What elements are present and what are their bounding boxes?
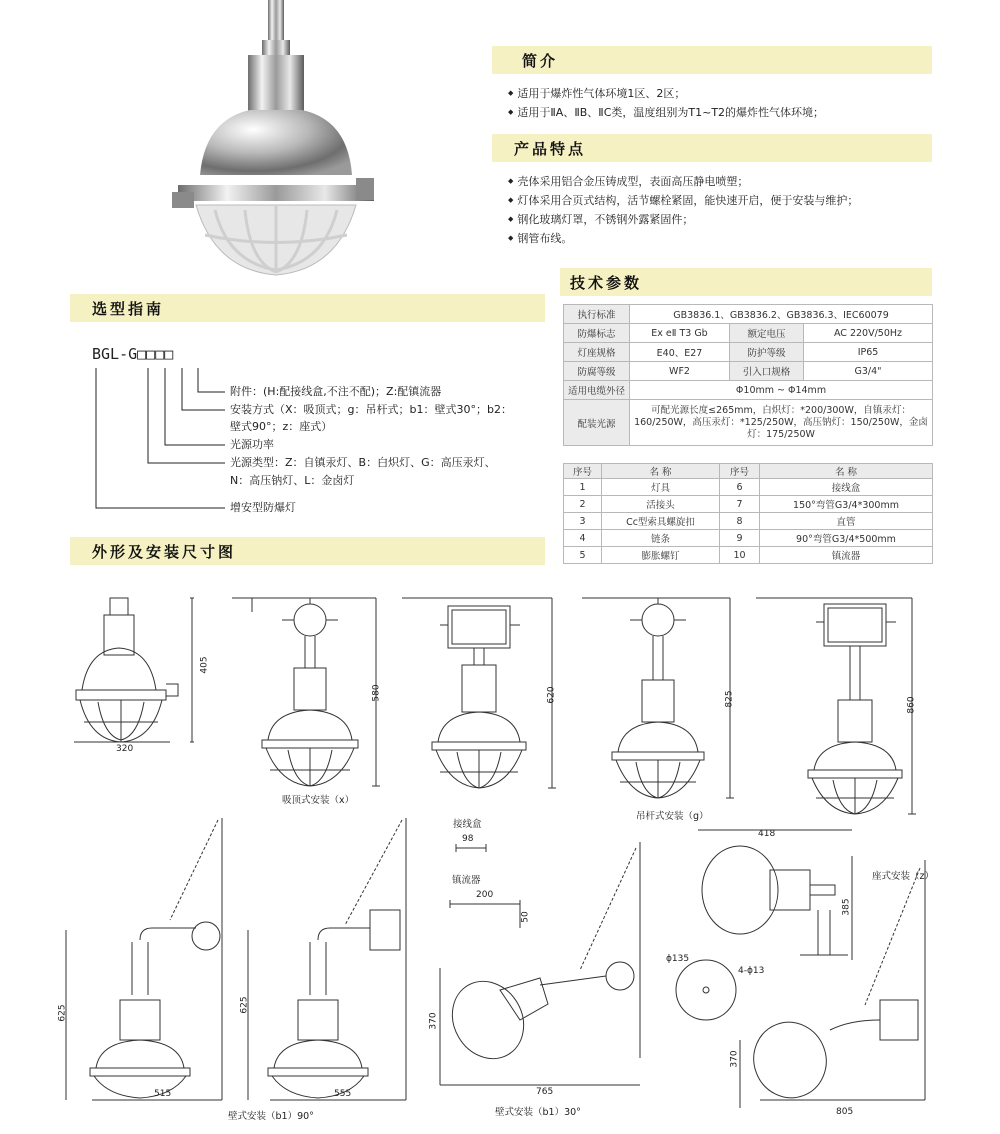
tech-value: GB3836.1、GB3836.2、GB3836.3、IEC60079 bbox=[630, 305, 933, 324]
parts-cell: 150°弯管G3/4*300mm bbox=[760, 496, 933, 513]
intro-title: 简介 bbox=[522, 52, 559, 70]
dim-label: 418 bbox=[758, 829, 776, 839]
dim-label: 385 bbox=[841, 898, 852, 916]
parts-header: 名 称 bbox=[760, 464, 933, 479]
feature-item: ◆ 钢化玻璃灯罩，不锈钢外露紧固件； bbox=[508, 210, 858, 229]
dim-label: 320 bbox=[116, 744, 134, 754]
dim-label: 370 bbox=[729, 1050, 740, 1068]
tech-key: 引入口规格 bbox=[730, 362, 804, 381]
dim-label: 805 bbox=[836, 1107, 854, 1117]
parts-cell: 链条 bbox=[602, 530, 720, 547]
caption-seat: 座式安装（z） bbox=[872, 871, 934, 882]
model-line-mount-2: 壁式90°；z：座式） bbox=[230, 420, 333, 433]
feature-item: ◆ 壳体采用铝合金压铸成型，表面高压静电喷塑； bbox=[508, 172, 858, 191]
dim-label: 765 bbox=[536, 1087, 554, 1097]
dim-label: 620 bbox=[546, 686, 557, 704]
parts-header: 名 称 bbox=[602, 464, 720, 479]
model-line-mount: 安装方式（X：吸顶式；g：吊杆式；b1：壁式30°；b2： bbox=[230, 403, 512, 416]
model-line-type: 增安型防爆灯 bbox=[230, 501, 296, 514]
parts-header: 序号 bbox=[720, 464, 760, 479]
caption-pendant: 吊杆式安装（g） bbox=[636, 811, 709, 822]
dim-label: 98 bbox=[462, 834, 474, 844]
parts-cell: 膨胀螺钉 bbox=[602, 547, 720, 564]
model-line-source: 光源类型：Z：自镇汞灯、B：白炽灯、G：高压汞灯、 bbox=[230, 456, 496, 469]
tech-value: IP65 bbox=[804, 343, 933, 362]
caption-wall90: 壁式安装（b1）90° bbox=[228, 1111, 314, 1122]
dim-label: 370 bbox=[428, 1012, 439, 1030]
parts-cell: 4 bbox=[564, 530, 602, 547]
tech-key: 防爆标志 bbox=[564, 324, 630, 343]
tech-key: 防护等级 bbox=[730, 343, 804, 362]
parts-cell: 直管 bbox=[760, 513, 933, 530]
intro-item: ◆ 适用于爆炸性气体环境1区、2区； bbox=[508, 84, 824, 103]
tech-key: 额定电压 bbox=[730, 324, 804, 343]
tech-value: AC 220V/50Hz bbox=[804, 324, 933, 343]
dim-label: 200 bbox=[476, 890, 494, 900]
dim-label: 580 bbox=[371, 684, 382, 702]
dim-label: 555 bbox=[334, 1089, 352, 1099]
dim-label: 405 bbox=[199, 656, 210, 674]
tech-value: Ex eⅡ T3 Gb bbox=[630, 324, 730, 343]
drawings-title: 外形及安装尺寸图 bbox=[92, 543, 237, 561]
parts-cell: 活接头 bbox=[602, 496, 720, 513]
parts-cell: 5 bbox=[564, 547, 602, 564]
caption-wall30: 壁式安装（b1）30° bbox=[495, 1107, 581, 1118]
model-line-accessory: 附件：(H:配接线盒,不注不配)；Z:配镇流器 bbox=[230, 385, 442, 398]
parts-header: 序号 bbox=[564, 464, 602, 479]
tech-key: 配装光源 bbox=[564, 400, 630, 446]
parts-cell: 3 bbox=[564, 513, 602, 530]
parts-cell: 9 bbox=[720, 530, 760, 547]
feature-item: ◆ 钢管布线。 bbox=[508, 229, 858, 248]
parts-cell: 1 bbox=[564, 479, 602, 496]
tech-key: 灯座规格 bbox=[564, 343, 630, 362]
dim-label: 50 bbox=[520, 911, 531, 923]
parts-cell: 接线盒 bbox=[760, 479, 933, 496]
tech-title: 技术参数 bbox=[570, 274, 643, 292]
parts-cell: 90°弯管G3/4*500mm bbox=[760, 530, 933, 547]
tech-key: 适用电缆外径 bbox=[564, 381, 630, 400]
parts-cell: 8 bbox=[720, 513, 760, 530]
model-code: BGL-G□□□□ bbox=[92, 345, 174, 363]
dim-label: ϕ135 bbox=[666, 954, 690, 964]
tech-value: 可配光源长度≤265mm，白炽灯：*200/300W，自镇汞灯：160/250W，高压汞灯：*125/250W，高压钠灯：150/250W，金卤灯：175/250W bbox=[630, 400, 933, 446]
feature-item: ◆ 灯体采用合页式结构，活节螺栓紧固，能快速开启，便于安装与维护； bbox=[508, 191, 858, 210]
guide-title: 选型指南 bbox=[92, 300, 165, 318]
parts-cell: 镇流器 bbox=[760, 547, 933, 564]
tech-value: G3/4" bbox=[804, 362, 933, 381]
label-junction-box: 接线盒 bbox=[453, 819, 482, 830]
tech-key: 执行标准 bbox=[564, 305, 630, 324]
parts-cell: 6 bbox=[720, 479, 760, 496]
parts-cell: 7 bbox=[720, 496, 760, 513]
model-line-power: 光源功率 bbox=[230, 438, 274, 451]
model-line-source-2: N：高压钠灯、L：金卤灯 bbox=[230, 474, 355, 487]
caption-ceiling: 吸顶式安装（x） bbox=[282, 795, 355, 806]
parts-cell: 10 bbox=[720, 547, 760, 564]
tech-value: WF2 bbox=[630, 362, 730, 381]
tech-value: Φ10mm ~ Φ14mm bbox=[630, 381, 933, 400]
tech-value: E40、E27 bbox=[630, 343, 730, 362]
dim-label: 4-ϕ13 bbox=[738, 966, 765, 976]
dim-label: 515 bbox=[154, 1089, 172, 1099]
features-title: 产品特点 bbox=[514, 140, 587, 158]
dim-label: 625 bbox=[239, 996, 250, 1014]
parts-cell: Cc型索具螺旋扣 bbox=[602, 513, 720, 530]
intro-item: ◆ 适用于ⅡA、ⅡB、ⅡC类，温度组别为T1~T2的爆炸性气体环境； bbox=[508, 103, 824, 122]
dim-label: 860 bbox=[906, 696, 917, 714]
label-ballast: 镇流器 bbox=[452, 875, 481, 886]
parts-cell: 2 bbox=[564, 496, 602, 513]
tech-key: 防腐等级 bbox=[564, 362, 630, 381]
dim-label: 825 bbox=[724, 690, 735, 708]
dim-label: 625 bbox=[57, 1004, 68, 1022]
parts-cell: 灯具 bbox=[602, 479, 720, 496]
